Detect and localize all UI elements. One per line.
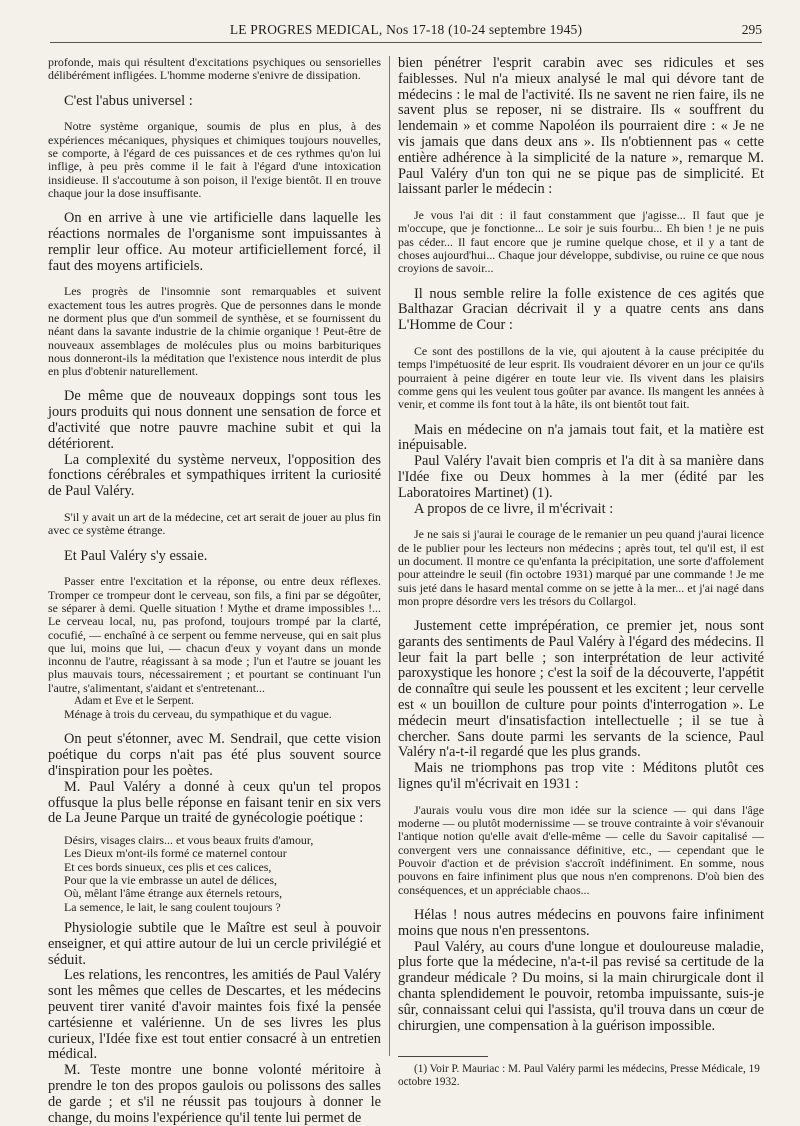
paragraph: On en arrive à une vie artificielle dans laquelle les réactions normales de l'organisme sont impuissantes à remplir leur office. Au moteur artificiellement forcé, il faut des moyens artificiels. xyxy=(48,210,381,274)
paragraph: La complexité du système nerveux, l'opposition des fonctions cérébrales et sympathiques irritent la curiosité de Paul Valéry. xyxy=(48,451,381,500)
quotation: Les progrès de l'insomnie sont remarquables et suivent exactement tous les autres progrès. Que de personnes dans le monde ne dorment plus que d'un sommeil de synthèse, et se fournissent du néant dans la savante industrie de la chimie organique ! Peut-être de nouveaux assemblages de molécules plus ou moins barbituriques nous donneront-ils la méditation que l'existence nous interdit de plus en plus d'obtenir naturellement. xyxy=(48,284,381,379)
quotation: J'aurais voulu vous dire mon idée sur la science — qui dans l'âge moderne — ou plutôt modernissime — se trouve contrainte à voir s'évanouir l'antique notion qu'elle avait d'elle-même — celle du Savoir capitalisé — convergent vers une connaissance définitive, etc., — cependant que le Pouvoir d'action et de prévision s'accroît indéfiniment. En somme, nous pouvons en faire infiniment plus que nous n'en comprenons. D'où bien des conséquences, et un appréciable chaos... xyxy=(398,802,764,897)
footnote: (1) Voir P. Mauriac : M. Paul Valéry parmi les médecins, Presse Médicale, 19 octobre 1932. xyxy=(398,1063,760,1089)
paragraph: Paul Valéry, au cours d'une longue et douloureuse maladie, plus forte que la médecine, n'a-t-il pas revisé sa certitude de la grandeur médicale ? Du moins, si la main chirurgicale dont il chanta splendidement le pouvoir, retomba impuissante, suis-je sûr, connaissant celui qui l'assista, qu'il trouva dans un cœur de chirurgien, une compensation à la guérison impossible. xyxy=(398,938,764,1034)
paragraph: Physiologie subtile que le Maître est seul à pouvoir enseigner, et qui attire autour de lui un cercle privilégié et séduit. xyxy=(48,919,381,968)
paragraph: On peut s'étonner, avec M. Sendrail, que cette vision poétique du corps n'ait pas été plus souvent source d'inspiration pour les poètes. xyxy=(48,731,381,779)
paragraph: C'est l'abus universel : xyxy=(64,92,193,109)
verse-line: Pour que la vie embrasse un autel de délices, xyxy=(64,873,277,888)
paragraph: De même que de nouveaux doppings sont tous les jours produits qui nous donnent une sensation de force et d'activité que notre pauvre machine subit et qui la détériorent. xyxy=(48,388,381,452)
poem-excerpt xyxy=(48,834,381,914)
quotation: S'il y avait un art de la médecine, cet art serait de jouer au plus fin avec ce système étrange. xyxy=(48,510,381,538)
quotation: Je vous l'ai dit : il faut constamment que j'agisse... Il faut que je m'occupe, que je fonctionne... Le soir je suis fourbu... Eh bien ! je ne puis pas céder... Il faut encore que je rumine quelque chose, et il y a tant de choses aujourd'hui... Chaque jour développe, subdivise, ou ruine ce que nous croyions de savoir... xyxy=(398,208,764,276)
paragraph: Paul Valéry l'avait bien compris et l'a dit à sa manière dans l'Idée fixe ou Deux hommes à la mer (édité par les Laboratoires Martinet) (1). xyxy=(398,453,764,501)
quotation: Notre système organique, soumis de plus en plus, à des expériences mécaniques, physiques et chimiques toujours nouvelles, se comporte, à l'égard de ces puissances et de ces rythmes qu'on lui inflige, à peu près comme il le fait à l'égard d'une intoxication insidieuse. Il s'accoutume à son poison, il l'exige bientôt. Il en trouve chaque jour la dose insuffisante. xyxy=(48,119,381,200)
paragraph: Les relations, les rencontres, les amitiés de Paul Valéry sont les mêmes que celles de Descartes, et les médecins peuvent tirer vanité d'avoir maintes fois fixé la pensée cartésienne et valérienne. Un de ses livres les plus curieux, l'Idée fixe est tout entier consacré à un entretien médical. xyxy=(48,967,381,1063)
paragraph: bien pénétrer l'esprit carabin avec ses ridicules et ses faiblesses. Nul n'a mieux analysé le mal qui dévore tant de médecins : le mal de l'activité. Ils ne savent ne rien faire, ils ne savent plus se reposer, ni se distraire. Ils « souffrent du lendemain » et comme Napoléon ils pourraient dire : « Je ne vis jamais que dans deux ans ». Ils n'obtiennent pas « cette entière adhérence à la simplicité de la nature », remarque M. Paul Valéry d'un ton qui ne se pique pas de simplicité. Et laissant parler le médecin : xyxy=(398,55,764,198)
quotation: Ménage à trois du cerveau, du sympathique et du vague. xyxy=(64,707,332,722)
quotation: Je ne sais si j'aurai le courage de le remanier un peu quand j'aurai licence de le publier pour les lecteurs non médecins ; après tout, tel qu'il est, il est un document. Il montre ce qu'enfanta la précipitation, une sorte d'affolement pour atteindre le seuil (fin octobre 1931) marqué par une commande ! Je me suis jeté dans le hasard mental comme on se jette à la mer... et j'ai nagé dans mon propre désordre vers les trésors du Collargol. xyxy=(398,527,764,608)
journal-title: LE PROGRES MEDICAL, Nos 17-18 (10-24 septembre 1945) xyxy=(229,22,583,37)
quotation-source: Adam et Eve et le Serpent. xyxy=(74,695,194,708)
quotation: Passer entre l'excitation et la réponse, ou entre deux réflexes. Tromper ce trompeur dont le cerveau, son fils, a fini par se dégoûter, se séparer à demi. Quelle situation ! Mythe et drame impossibles !... Le cerveau local, nu, pas profond, toujours trompé par la clarté, cocufié, — enchaîné à ce serpent ou femme nerveuse, qui en sait plus que lui, moins que lui, — chacun d'eux y voyant dans un monde inconnu de l'autre, réagissant à sa mode ; l'un et l'autre se jouant les plus mauvais tours, nécessairement ; et pourtant se continuant l'un l'autre, s'alimentant, s'aidant et s'entretenant... xyxy=(48,574,381,695)
column-divider xyxy=(389,56,390,1056)
left-column xyxy=(48,56,381,1126)
paragraph: A propos de ce livre, il m'écrivait : xyxy=(414,500,614,517)
verse-line: Où, mêlant l'âme étrange aux éternels retours, xyxy=(64,886,283,901)
paragraph: M. Paul Valéry a donné à ceux qu'un tel propos offusque la plus belle réponse en faisant tenir en six vers de La Jeune Parque un traité de gynécologie poétique : xyxy=(48,778,381,827)
paragraph: profonde, mais qui résultent d'excitations psychiques ou sensorielles délibérément infligées. L'homme moderne s'enivre de dissipation. xyxy=(48,55,381,83)
page-number: 295 xyxy=(741,22,762,37)
paragraph: Hélas ! nous autres médecins en pouvons faire infiniment moins que nous n'en pressentons. xyxy=(398,906,764,939)
running-header xyxy=(50,22,762,43)
verse-line: Et ces bords sinueux, ces plis et ces calices, xyxy=(64,859,272,874)
footnote-divider xyxy=(398,1056,488,1057)
verse-line: Les Dieux m'ont-ils formé ce maternel contour xyxy=(64,846,287,861)
verse-line: Désirs, visages clairs... et vous beaux fruits d'amour, xyxy=(64,833,314,848)
paragraph: Il nous semble relire la folle existence de ces agités que Balthazar Gracian décrivait il y a quatre cents ans dans L'Homme de Cour : xyxy=(398,285,764,334)
paragraph: Justement cette imprépération, ce premier jet, nous sont garants des sentiments de Paul Valéry à l'égard des médecins. Il leur fait la part belle ; son interprétation de leur activité paroxystique les honore ; c'est la soif de la découverte, l'appétit de connaître qui seule les poussent et les excitent ; leur cervelle est « un bouillon de culture pour points d'interrogation ». Le médecin meurt d'insatisfaction intellectuelle ; il se tue à chercher. Sans doute parmi les servants de la science, Paul Valéry n'a-t-il regardé que les plus grands. xyxy=(398,618,764,761)
paragraph: M. Teste montre une bonne volonté méritoire à prendre le ton des propos gaulois ou polissons des salles de garde ; et s'il ne réussit pas toujours à donner le change, du moins l'expérience qu'il tente lui permet de xyxy=(48,1062,381,1126)
paragraph: Mais ne triomphons pas trop vite : Méditons plutôt ces lignes qu'il m'écrivait en 1931 : xyxy=(398,760,764,793)
quotation: Ce sont des postillons de la vie, qui ajoutent à la cause précipitée du temps l'impétuosité de leur esprit. Ils voudraient dévorer en un jour ce qu'ils pourraient à peine digérer en toute leur vie. Ils vivent dans les plaisirs comme gens qui les veulent tous goûter par avance. Ils mangent les années à venir, et comme ils font tout à la hâte, ils ont bientôt tout fait. xyxy=(398,344,764,412)
paragraph: Mais en médecine on n'a jamais tout fait, et la matière est inépuisable. xyxy=(398,421,764,454)
right-column xyxy=(398,56,764,1089)
paragraph: Et Paul Valéry s'y essaie. xyxy=(64,547,208,564)
verse-line: La semence, le lait, le sang coulent toujours ? xyxy=(64,899,281,914)
